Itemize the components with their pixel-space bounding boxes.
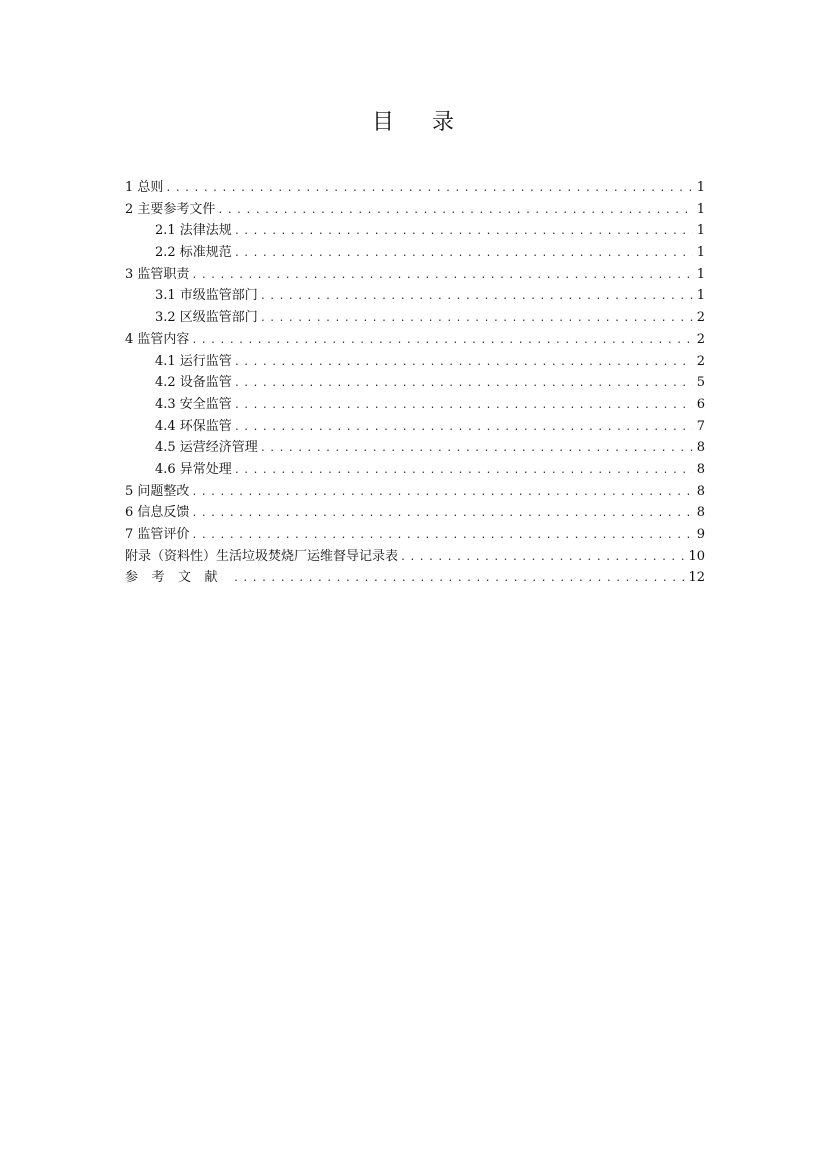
toc-entry[interactable] xyxy=(125,329,705,351)
toc-entry-label: 4.4 环保监管 xyxy=(155,418,232,434)
toc-entry-label: 4.6 异常处理 xyxy=(155,461,232,477)
toc-entry-page: 8 xyxy=(696,440,705,456)
toc-entry-page: 8 xyxy=(696,461,705,477)
toc-entry[interactable] xyxy=(125,177,705,199)
toc-entry[interactable] xyxy=(125,416,705,438)
toc-entry-page: 5 xyxy=(696,375,705,391)
toc-dot-leader xyxy=(191,330,692,352)
toc-entry-label: 参考文献 xyxy=(125,570,232,586)
toc-entry-page: 6 xyxy=(696,396,705,412)
toc-entry-label: 3.2 区级监管部门 xyxy=(155,310,258,326)
toc-entry[interactable] xyxy=(125,394,705,416)
toc-entry-label: 3.1 市级监管部门 xyxy=(155,288,258,304)
toc-entry-page: 2 xyxy=(696,353,705,369)
toc-entry-label: 2.2 标准规范 xyxy=(155,245,232,261)
toc-entry-page: 12 xyxy=(688,570,705,586)
toc-entry[interactable] xyxy=(125,285,705,307)
toc-entry-page: 1 xyxy=(696,245,705,261)
toc-entry-label: 4 监管内容 xyxy=(125,331,190,347)
toc-dot-leader xyxy=(191,503,692,525)
toc-entry[interactable] xyxy=(125,546,705,568)
toc-entry-label: 附录（资料性）生活垃圾焚烧厂运维督导记录表 xyxy=(125,548,399,564)
toc-entry-page: 10 xyxy=(688,548,705,564)
toc-dot-leader xyxy=(260,438,693,460)
toc-entry-label: 6 信息反馈 xyxy=(125,505,190,521)
toc-entry[interactable] xyxy=(125,502,705,524)
toc-dot-leader xyxy=(217,200,692,222)
toc-entry[interactable] xyxy=(125,459,705,481)
toc-entry-label: 4.5 运营经济管理 xyxy=(155,440,258,456)
toc-entry-page: 1 xyxy=(696,288,705,304)
toc-entry[interactable] xyxy=(125,524,705,546)
toc-dot-leader xyxy=(234,373,693,395)
toc-entry-page: 1 xyxy=(696,180,705,195)
toc-dot-leader xyxy=(165,178,692,200)
toc-dot-leader xyxy=(233,568,684,590)
toc-entry-page: 1 xyxy=(696,201,705,217)
toc-entry-label: 2 主要参考文件 xyxy=(125,201,216,217)
toc-dot-leader xyxy=(234,352,693,374)
toc-entry-label: 7 监管评价 xyxy=(125,527,190,542)
toc-list xyxy=(125,177,705,589)
toc-entry-page: 1 xyxy=(696,266,705,282)
toc-entry-page: 1 xyxy=(696,223,705,239)
toc-entry-label: 3 监管职责 xyxy=(125,266,190,282)
toc-entry-page: 9 xyxy=(696,527,705,542)
toc-entry[interactable] xyxy=(125,437,705,459)
toc-entry-label: 4.3 安全监管 xyxy=(155,396,232,412)
toc-entry[interactable] xyxy=(125,351,705,373)
toc-entry-label: 2.1 法律法规 xyxy=(155,223,232,239)
toc-entry-page: 7 xyxy=(696,418,705,434)
toc-title: 目录 xyxy=(371,110,492,135)
toc-dot-leader xyxy=(260,308,693,330)
toc-entry-label: 4.2 设备监管 xyxy=(155,375,232,391)
toc-entry[interactable] xyxy=(125,481,705,503)
toc-dot-leader xyxy=(191,265,692,287)
toc-dot-leader xyxy=(234,417,693,439)
toc-entry[interactable] xyxy=(125,372,705,394)
toc-entry-page: 8 xyxy=(696,505,705,521)
toc-entry[interactable] xyxy=(125,264,705,286)
toc-entry-label: 5 问题整改 xyxy=(125,483,190,499)
toc-entry-page: 8 xyxy=(696,483,705,499)
toc-entry-page: 2 xyxy=(696,310,705,326)
toc-entry[interactable] xyxy=(125,567,705,589)
toc-dot-leader xyxy=(234,395,693,417)
toc-entry-page: 2 xyxy=(696,331,705,347)
toc-dot-leader xyxy=(234,243,693,265)
toc-dot-leader xyxy=(400,547,684,569)
toc-dot-leader xyxy=(234,221,693,243)
toc-dot-leader xyxy=(260,286,693,308)
toc-entry[interactable] xyxy=(125,199,705,221)
toc-entry[interactable] xyxy=(125,220,705,242)
toc-entry[interactable] xyxy=(125,307,705,329)
toc-dot-leader xyxy=(191,525,692,547)
toc-dot-leader xyxy=(234,460,693,482)
toc-entry[interactable] xyxy=(125,242,705,264)
toc-entry-label: 4.1 运行监管 xyxy=(155,353,232,369)
toc-entry-label: 1 总则 xyxy=(125,180,164,195)
toc-dot-leader xyxy=(191,482,692,504)
